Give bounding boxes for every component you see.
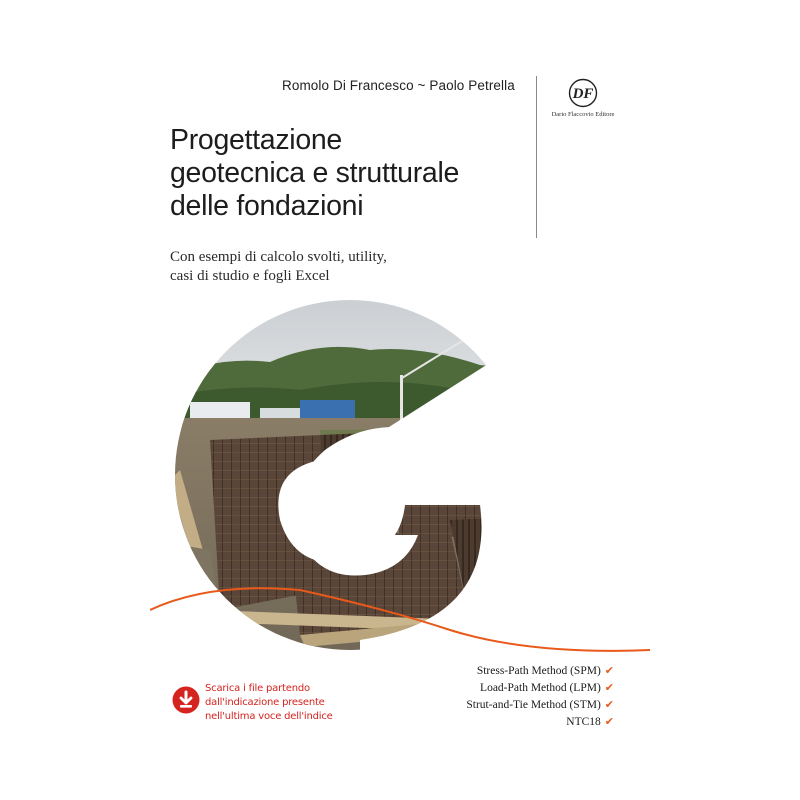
method-label: NTC18 [566, 716, 601, 728]
method-item [466, 663, 614, 680]
publisher-logo-icon [568, 78, 598, 108]
book-cover [150, 50, 650, 750]
method-label: Load-Path Method (LPM) [480, 682, 601, 694]
download-note[interactable] [172, 682, 352, 732]
method-label: Strut-and-Tie Method (STM) [466, 699, 601, 711]
logo-monogram: DF [572, 86, 594, 102]
download-note-line-1: Scarica i file partendo [205, 683, 310, 694]
methods-list [466, 663, 614, 731]
subtitle-line-1: Con esempi di calcolo svolti, utility, [170, 249, 387, 265]
title-line-1: Progettazione [170, 124, 342, 156]
download-note-line-3: nell'ultima voce dell'indice [205, 711, 333, 722]
method-label: Stress-Path Method (SPM) [476, 665, 601, 677]
method-item [466, 714, 614, 731]
method-item [466, 697, 614, 714]
download-note-text [205, 682, 365, 724]
method-item [466, 680, 614, 697]
subtitle-line-2: casi di studio e fogli Excel [170, 268, 330, 284]
publisher-name: Dario Flaccovio Editore [551, 111, 615, 118]
title-line-3: delle fondazioni [170, 190, 364, 222]
authors: Romolo Di Francesco ~ Paolo Petrella [282, 78, 515, 93]
book-title [170, 124, 530, 223]
book-subtitle [170, 248, 530, 286]
download-note-line-2: dall'indicazione presente [205, 697, 325, 708]
check-icon: ✔ [604, 665, 614, 677]
construction-site-photo [150, 290, 650, 670]
publisher-logo [548, 78, 618, 124]
check-icon: ✔ [604, 716, 614, 728]
check-icon: ✔ [604, 682, 614, 694]
header-divider [536, 76, 537, 238]
check-icon: ✔ [604, 699, 614, 711]
title-line-2: geotecnica e strutturale [170, 157, 460, 189]
download-icon[interactable] [172, 686, 200, 714]
